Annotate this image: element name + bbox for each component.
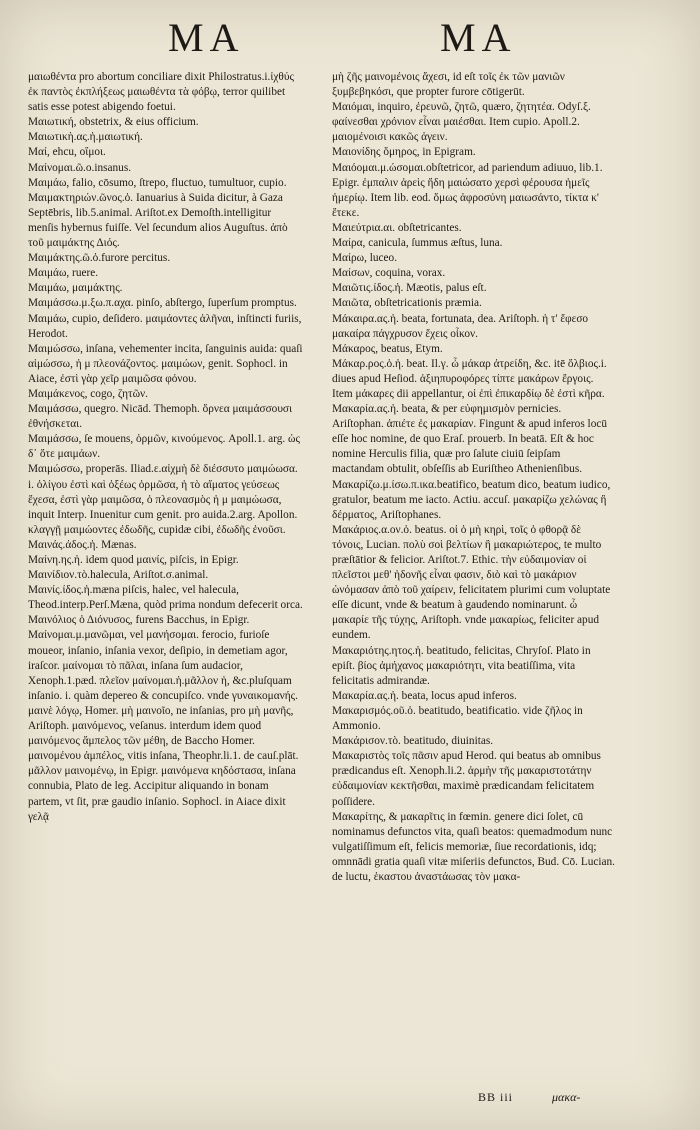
dictionary-entry: Μαιμάω, cupio, deſidero. μαιμάοντες ἀλῆναι, inſtincti furiis, Herodot. bbox=[28, 312, 302, 340]
right-column bbox=[332, 70, 615, 885]
dictionary-entry: Μαινίς.ίδος.ἡ.mæna piſcis, halec, vel halecula, Theod.interp.Perſ.Mæna, quòd prima nondum defecerit orca. bbox=[28, 584, 303, 612]
dictionary-entry: Μαινάς.άδος.ἡ. Mænas. bbox=[28, 538, 137, 551]
catchword: μακα- bbox=[552, 1090, 581, 1104]
signature-mark: BB iii bbox=[478, 1090, 514, 1104]
dictionary-entry: Μακάρισον.τὸ. beatitudo, diuinitas. bbox=[332, 735, 494, 748]
dictionary-entry: Μαιμώσσω, inſana, vehementer incita, ſanguinis auida: quaſi αἱμώσσω, ἡ μ πλεονάζοντος. μαιμώων, genit. Sophocl. in Aiace, ἐστὶ γὰρ χεῖρ μαιμῶσα φόνου. bbox=[28, 342, 303, 385]
dictionary-entry: Μαιωτικὴ.ας.ἡ.μαιωτική. bbox=[28, 131, 143, 144]
dictionary-entry: Μαιμάκτης.ῶ.ὁ.furore percitus. bbox=[28, 252, 171, 265]
dictionary-entry: Μαιμακτηριών.ῶνος.ὁ. Ianuarius à Suida dicitur, à Gaza Septēbris, lib.5.animal. Ariſtot.ex Demoſth.intelligitur menſis hybernus fuiſſe. Vel ſecundum alios Auguſtus. ἀπὸ τοῦ μαιμάκτης Διός. bbox=[28, 191, 288, 250]
dictionary-entry: Μαί, ehcu, οἴμοι. bbox=[28, 146, 106, 159]
dictionary-entry: Μαιμάσσω, quegro. Nicād. Themoph. ὄρνεα μαιμάσσουσι ἐθνήσκεται. bbox=[28, 403, 293, 431]
dictionary-entry: Μακαρία.ας.ἡ. beata, locus apud inferos. bbox=[332, 689, 517, 702]
dictionary-entry: Μαιόομαι.μ.ώσομαι.obſtetricor, ad pariendum adiuuo, lib.1. Epigr. ἐμπαλιν ἀρεὶς ἤδη μαιώσατο χερσὶ φέρουσα ἡμεῖς ἡμερίῳ. Item lib. eod. ὅμως ἀφροσύνη μαιωσάντο, τίκτα κ' ἔτεκε. bbox=[332, 161, 603, 219]
dictionary-entry: Μάκαρος, beatus, Etym. bbox=[332, 342, 443, 355]
dictionary-entry: Μαιμώσσω, properās. Iliad.ε.αἰχμὴ δὲ διέσσυτο μαιμώωσα. i. ὀλίγου ἐστὶ καὶ ὀξέως ὁρμῶσα, ἡ τὸ αἵματος γεύσεως ἔχεσα, ἐστὶ γὰρ μαιμῶσα, ὁ πλεονασμὸς ἡ μ μαιμώωσα, inquit Interp. Inuenitur cum genit. pro auida.2.arg. Apollon. κλαγγῇ μαιμώοντες ἐδωδῆς, cupidæ cibi, ἐδωδῆς ἐνοῦσι. bbox=[28, 463, 298, 536]
dictionary-entry: Μαίνη.ης.ἡ. idem quod μαινίς, piſcis, in Epigr. bbox=[28, 554, 239, 566]
dictionary-entry: Μαίνομαι.ῶ.ο.insanus. bbox=[28, 161, 132, 174]
dictionary-entry: μαιωθέντα pro abortum conciliare dixit Philostratus.i.ἰχθύς ἐκ παντὸς ἐκπλήξεως μαιωθέντα τὰ φόβῳ, terror quilibet satis esse potest abigendo foetui. bbox=[28, 71, 294, 114]
dictionary-entry: Μαιόμαι, inquiro, ἐρευνῶ, ζητῶ, quæro, ζητητέα. Odyſ.ξ. φαίνεσθαι χρόνιον εἶναι μαιέσθαι. Item cupio. Apoll.2. μαιομένοισι κακῶς ἀγειν. bbox=[332, 101, 591, 144]
dictionary-entry: Μαίνομαι.μ.μανῶμαι, vel μανήσομαι. ferocio, furioſe moueor, inſanio, inſania vexor, deſipio, in demetiam agor, iraſcor. μαίνομαι τὸ πᾶλαι, inſana ſum audacior, Xenoph.1.pæd. πλεῖον μαίνομαι.ἡ.μᾶλλον ἡ, &c.pluſquam inſanio. i. quàm depereo & concupiſco. vnde γυναικομανής. μαινὲ λόγῳ, Homer. μὴ μαινοῖο, ne inſanias, pro μὴ μανῆς, Ariſtoph. μαινόμενος, veſanus. interdum idem quod μαινόμενος ἄμπελος τῶν μέθη, de Baccho Homer. μαινομένου ἀμπέλος, vitis inſana, Theophr.li.1. de cauſ.plāt. μᾶλλον μαινομένῳ, in Epigr. μαινόμενα κηδόστασα, inſana connubia, Plato de leg. Accipitur aliquando in bonam partem, vt ſit, præ gaudio inſanio. Sophocl. in Aiace dixit γελᾷ bbox=[28, 629, 299, 823]
dictionary-entry: Μάκαιρα.ας.ἡ. beata, fortunata, dea. Ariſtoph. ἡ τ' ἔφεσο μακαίρα πάγχρυσον ἔχεις οἶκον. bbox=[332, 312, 589, 340]
running-head-right: MA bbox=[440, 15, 517, 60]
dictionary-entry: Μαιμάω, falio, cōsumo, ſtrepo, fluctuo, tumultuor, cupio. bbox=[28, 176, 287, 189]
dictionary-entry: Μακαριότης.ητος.ἡ. beatitudo, felicitas, Chryſoſ. Plato in epiſt. βίος ἀμήχανος μακαριότητι, vita beatiſſima, vita felicitatis admirandæ. bbox=[332, 644, 591, 687]
dictionary-entry: Μακαριστὸς τοῖς πᾶσιν apud Herod. qui beatus ab omnibus prædicandus eſt. Xenoph.li.2. ἀρμὴν τῆς μακαριστοτάτην εὐδαιμονίαν κεκτῆσθαι, maximè prædicandam felicitatem poſſidere. bbox=[332, 750, 601, 808]
dictionary-entry: Μακαρίτης, & μακαρῖτις in fœmin. genere dici ſolet, cū nominamus defunctos vita, quaſi beatos: quemadmodum nunc vulgatiſſimum eſt, felicis memoriæ, ſiue recordationis, idq; omnnādi gratia quaſi vitæ miſeriis defunctos, Bud. Cō. Lucian. de luctu, ἑκαστου ἀναστάωσας τὸν μακα- bbox=[332, 810, 616, 883]
dictionary-entry: Μαιμάκενος, cogo, ζητῶν. bbox=[28, 387, 148, 400]
dictionary-entry: Μακάριος.α.ον.ὁ. beatus. οἱ ὁ μὴ κηρὶ, τοῖς ὁ φθορᾷ δὲ τόνοις, Lucian. πολὺ σοὶ βελτίων ἢ μακαριώτερος, te multo præſtātior & felicior. Ariſtot.7. Ethic. τὴν εὐδαιμονίαν οἱ πλεῖστοι μεθ' ἡδονῆς εἶναι φασιν, διὸ καὶ τὸ μακάριον ὠνόμασαν ἀπὸ τοῦ χαίρειν, felicitatem plurimi cum voluptate eſſe dicunt, vnde & beatum à gaudendo nominarunt. ὦ μακαρίε τῆς τύχης, Ariſtoph. vnde μακαρίως, feliciter apud eundem. bbox=[332, 523, 611, 642]
dictionary-entry: Μακαρισμός.οῦ.ὁ. beatitudo, beatificatio. vide ζῆλος in Ammonio. bbox=[332, 704, 583, 733]
dictionary-entry: Μαιῶτις.ίδος.ἡ. Mæotis, palus eſt. bbox=[332, 282, 487, 295]
dictionary-entry: Μαιῶτα, obſtetricationis præmia. bbox=[332, 297, 482, 310]
dictionary-entry: Μαιονίδης ὅμηρος, in Epigram. bbox=[332, 146, 476, 159]
left-column bbox=[28, 70, 303, 825]
dictionary-entry: Μαιμάω, ruere. bbox=[28, 267, 99, 280]
dictionary-entry: Μαινίδιον.τὸ.halecula, Ariſtot.σ.animal. bbox=[28, 569, 209, 582]
dictionary-entry: Μαιμάω, μαιμάκτης. bbox=[28, 282, 123, 295]
dictionary-entry: Μαινόλιος ὁ Διόνυσος, furens Bacchus, in Epigr. bbox=[28, 614, 250, 627]
dictionary-entry: Μάκαρ.ρος.ὁ.ἡ. beat. Il.γ. ὦ μάκαρ ἀτρείδη, &c. itē ὄλβιος.i. diues apud Heſiod. ἀξιηπυροφόρες τίπτε μακάρων ἔργοις. Item μάκαρες dii appellantur, οἱ ἐπὶ ἐπικαρδίῳ δὲ ἐστὶ κῆρα. bbox=[332, 357, 607, 400]
running-head-left: MA bbox=[168, 15, 245, 60]
dictionary-entry: Μαιμάσσω.μ.ξω.π.αχα. pinſo, abſtergo, ſuperſum promptus. bbox=[28, 297, 297, 310]
dictionary-entry: Μαίρα, canicula, ſummus æſtus, luna. bbox=[332, 237, 503, 250]
dictionary-entry: μὴ ζῆς μαινομένοις ἄχεσι, id eſt τοῖς ἐκ τῶν μανιῶν ξυμβεβηκόσι, que propter furore cōtigerūt. bbox=[332, 71, 565, 99]
dictionary-entry: Μαίρω, luceo. bbox=[332, 252, 398, 265]
dictionary-entry: Μαιωτική, obstetrix, & eius officium. bbox=[28, 116, 199, 129]
dictionary-entry: Μαίσων, coquina, vorax. bbox=[332, 267, 446, 280]
dictionary-entry: Μακαρία.ας.ἡ. beata, & per εὐφημισμὸν pernicies. Ariſtophan. ἀπιέτε ἐς μακαρίαν. Fingunt & apud inferos locū eſſe hoc nomine, de quo Eraſ. prouerb. In beatā. Eſt & hoc nomine Herculis filia, quæ pro ſalute ciuiū ſeipſam mactandam obtulit, obſeſſis ab Euriſtheo Athenienſibus. bbox=[332, 403, 608, 476]
dictionary-entry: Μαιεύτρια.αι. obſtetricantes. bbox=[332, 221, 462, 234]
dictionary-entry: Μακαρίζω.μ.ίσω.π.ικα.beatifico, beatum dico, beatum iudico, gratulor, beatum me iacto. Actiu. accuſ. μακαρίζω χελώνας ἢ δέρματος, Ariſtophanes. bbox=[332, 478, 611, 521]
dictionary-entry: Μαιμάσσω, ſe mouens, ὁρμῶν, κινούμενος. Apoll.1. arg. ὡς δ᾽ ὅτε μαιμάων. bbox=[28, 433, 300, 461]
